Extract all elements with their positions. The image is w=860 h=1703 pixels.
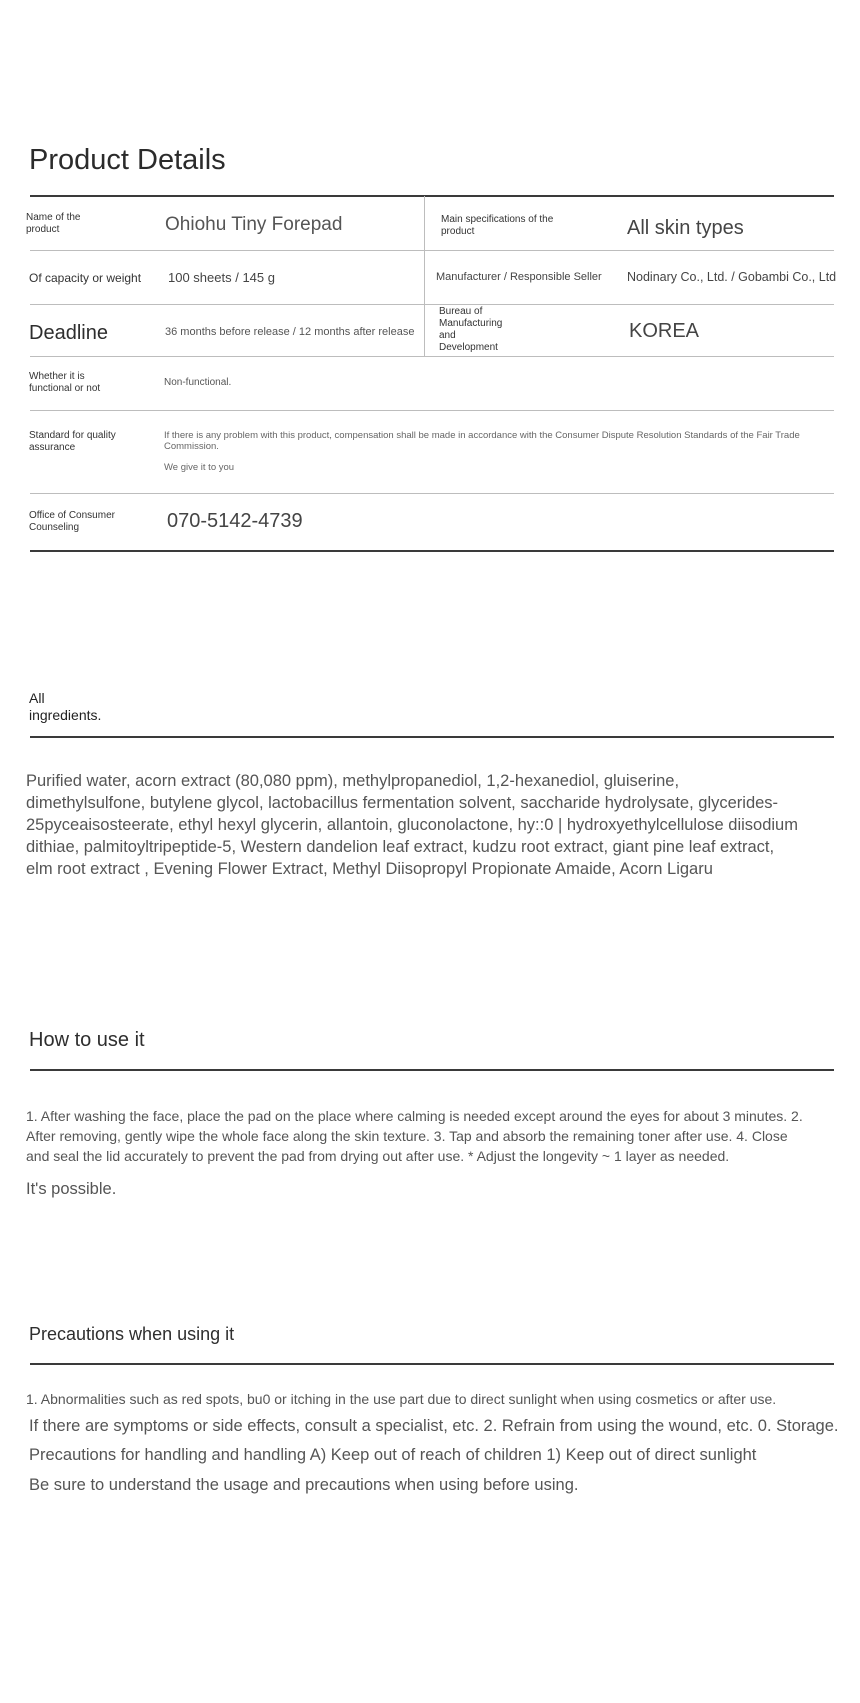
details-bottom-rule [30,550,834,552]
how-to-use-heading: How to use it [29,1029,145,1051]
bureau-value: KOREA [629,320,700,342]
row-divider [30,250,834,251]
precautions-rule [30,1363,834,1365]
row-divider [30,410,834,411]
product-name-label: Name of the product [26,212,81,235]
row-divider [30,356,834,357]
main-spec-label: Main specifications of the product [441,214,554,237]
product-name-value: Ohiohu Tiny Forepad [165,214,343,235]
deadline-label: Deadline [29,322,108,344]
precautions-line-1: 1. Abnormalities such as red spots, bu0 or itching in the use part due to direct sunlight when using cosmetics or after use. [26,1391,777,1407]
how-to-use-instructions: 1. After washing the face, place the pad on the place where calming is needed except around the eyes for about 3 minutes. 2. After removing, gently wipe the whole face along the skin texture. 3. Tap and absorb the remaining toner after use. 4. Close and seal the lid accurately to prevent the pad from drying out after use. * Adjust the longevity ~ 1 layer as needed. [26,1108,803,1164]
page-title: Product Details [29,144,226,176]
main-spec-value: All skin types [627,217,744,239]
precautions-line-4: Be sure to understand the usage and precautions when using before using. [29,1476,579,1494]
counseling-value: 070-5142-4739 [167,510,303,532]
how-to-use-rule [30,1069,834,1071]
manufacturer-label: Manufacturer / Responsible Seller [436,271,602,283]
manufacturer-value: Nodinary Co., Ltd. / Gobambi Co., Ltd [627,270,837,284]
bureau-label: Bureau of Manufacturing and Development [439,306,503,353]
functional-label: Whether it is functional or not [29,371,101,394]
functional-value: Non-functional. [164,377,232,388]
quality-label: Standard for quality assurance [29,430,116,453]
quality-value-extra: We give it to you [164,462,235,473]
quality-value: If there is any problem with this product, compensation shall be made in accordance with the Consumer Dispute Resolution Standards of the Fair Trade Commission. [164,430,800,452]
details-column-divider [424,196,425,357]
counseling-label: Office of Consumer Counseling [29,510,115,533]
ingredients-rule [30,736,834,738]
row-divider [30,304,834,305]
precautions-line-3: Precautions for handling and handling A) Keep out of reach of children 1) Keep out of direct sunlight [29,1446,757,1464]
capacity-value: 100 sheets / 145 g [168,270,275,285]
how-to-use-extra: It's possible. [26,1180,117,1198]
capacity-label: Of capacity or weight [29,271,142,285]
precautions-line-2: If there are symptoms or side effects, consult a specialist, etc. 2. Refrain from using the wound, etc. 0. Storage. [29,1417,839,1435]
ingredients-heading: All ingredients. [29,690,102,723]
ingredients-list: Purified water, acorn extract (80,080 ppm), methylpropanediol, 1,2-hexanediol, gluiserine, dimethylsulfone, butylene glycol, lactobacillus fermentation solvent, saccharide hydrolysate, glycerides- 25pyceaisosteerate, ethyl hexyl glycerin, allantoin, gluconolactone, hy::0 | hydroxyethylcellulose diisodium dithiae, palmitoyltripeptide-5, Western dandelion leaf extract, kudzu root extract, giant pine leaf extract, elm root extract , Evening Flower Extract, Methyl Diisopropyl Propionate Amaide, Acorn Ligaru [26,772,798,878]
details-top-rule [30,195,834,197]
deadline-value: 36 months before release / 12 months after release [165,326,415,338]
row-divider [30,493,834,494]
precautions-heading: Precautions when using it [29,1324,235,1344]
